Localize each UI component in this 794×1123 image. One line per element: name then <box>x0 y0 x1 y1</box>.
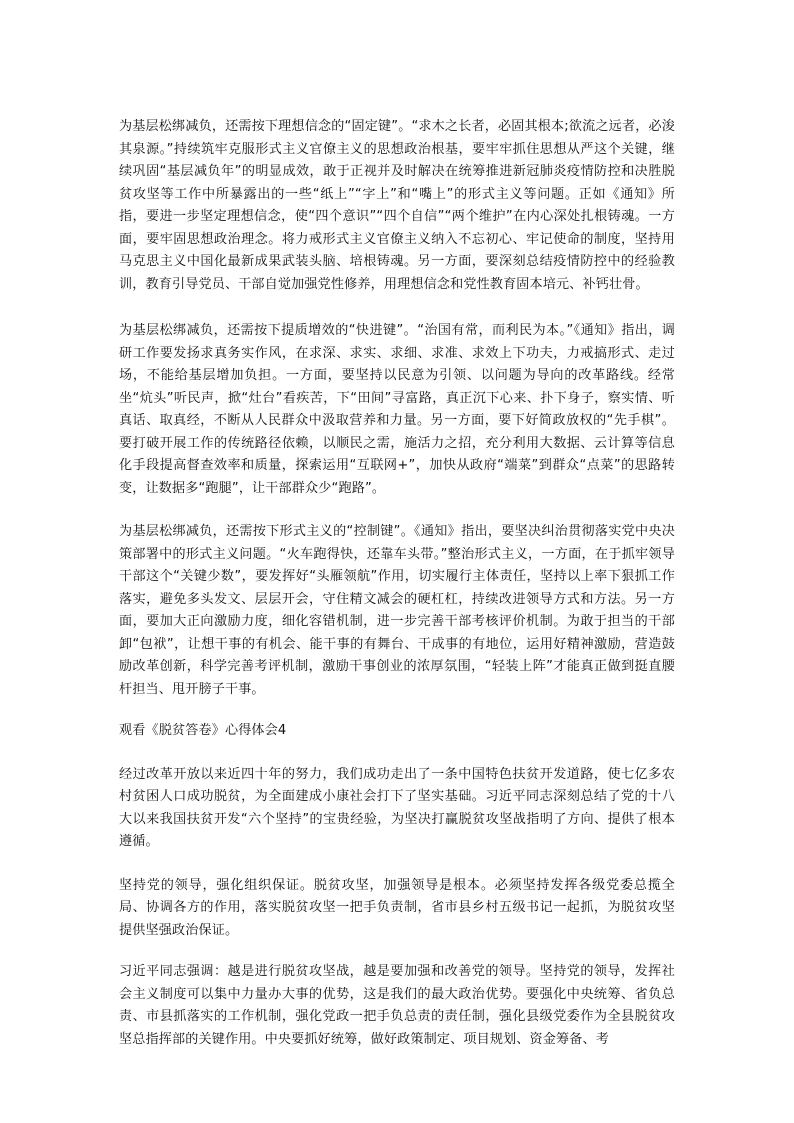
paragraph-xi-emphasis: 习近平同志强调：越是进行脱贫攻坚战，越是要加强和改善党的领导。坚持党的领导，发挥社会主义制度可以集中力量办大事的优势，这是我们的最大政治优势。要强化中央统筹、省负总责、市县抓落实的工作机制，强化党政一把手负总责的责任制，强化县级党委作为全县脱贫攻坚总指挥部的关键作用。中央要抓好统筹，做好政策制定、项目规划、资金筹备、考 <box>119 964 675 1047</box>
paragraph-formalism: 为基层松绑减负，还需按下形式主义的“控制键”。《通知》指出，要坚决纠治贯彻落实党中央决策部署中的形式主义问题。“火车跑得快，还靠车头带。”整治形式主义，一方面，在于抓牢领导干部这个“关键少数”，要发挥好“头雁领航”作用，切实履行主体责任，坚持以上率下狠抓工作落实，避免多头发文、层层开会，守住精文减会的硬杠杠，持续改进领导方式和方法。另一方面，要加大正向激励力度，细化容错机制，进一步完善干部考核评价机制。为敢于担当的干部卸“包袱”，让想干事的有机会、能干事的有舞台、干成事的有地位，运用好精神激励，营造鼓励改革创新，科学完善考评机制，激励干事创业的浓厚氛围，“轻装上阵”才能真正做到挺直腰杆担当、甩开膀子干事。 <box>119 524 675 697</box>
paragraph-party-leadership: 坚持党的领导，强化组织保证。脱贫攻坚，加强领导是根本。必须坚持发挥各级党委总揽全局、协调各方的作用，落实脱贫攻坚一把手负责制，省市县乡村五级书记一起抓，为脱贫攻坚提供坚强政治保证。 <box>119 877 675 938</box>
document-body <box>119 116 675 1051</box>
paragraph-ideals: 为基层松绑减负，还需按下理想信念的“固定键”。“求木之长者，必固其根本;欲流之远者，必浚其泉源。”持续筑牢克服形式主义官僚主义的思想政治根基，要牢牢抓住思想从严这个关键，继续巩固“基层减负年”的明显成效，敢于正视并及时解决在统筹推进新冠肺炎疫情防控和决胜脱贫攻坚等工作中所暴露出的一些“纸上”“字上”和“嘴上”的形式主义等问题。正如《通知》所指，要进一步坚定理想信念，使“四个意识”“四个自信”“两个维护”在内心深处扎根铸魂。一方面，要牢固思想政治理念。将力戒形式主义官僚主义纳入不忘初心、牢记使命的制度，坚持用马克思主义中国化最新成果武装头脑、培根铸魂。另一方面，要深刻总结疫情防控中的经验教训，教育引导党员、干部自觉加强党性修养，用理想信念和党性教育固本培元、补钙壮骨。 <box>119 119 675 292</box>
paragraph-efficiency: 为基层松绑减负，还需按下提质增效的“快进键”。“治国有常，而利民为本。”《通知》指出，调研工作要发扬求真务实作风，在求深、求实、求细、求准、求效上下功夫，力戒搞形式、走过场，不能给基层增加负担。一方面，要坚持以民意为引领、以问题为导向的改革路线。经常坐“炕头”听民声，掀“灶台”看疾苦，下“田间”寻富路，真正沉下心来、扑下身子，察实情、听真话、取真经，不断从人民群众中汲取营养和力量。另一方面，要下好简政放权的“先手棋”。要打破开展工作的传统路径依赖，以顺民之需，施活力之招，充分利用大数据、云计算等信息化手段提高督查效率和质量，探索运用“互联网+”，加快从政府“端菜”到群众“点菜”的思路转变，让数据多“跑腿”，让干部群众少“跑路”。 <box>119 323 675 496</box>
paragraph-poverty-intro: 经过改革开放以来近四十年的努力，我们成功走出了一条中国特色扶贫开发道路，使七亿多农村贫困人口成功脱贫，为全面建成小康社会打下了坚实基础。习近平同志深刻总结了党的十八大以来我国扶贫开发“六个坚持”的宝贵经验，为坚决打赢脱贫攻坚战指明了方向、提供了根本遵循。 <box>119 766 675 849</box>
section-heading: 观看《脱贫答卷》心得体会4 <box>119 723 287 738</box>
